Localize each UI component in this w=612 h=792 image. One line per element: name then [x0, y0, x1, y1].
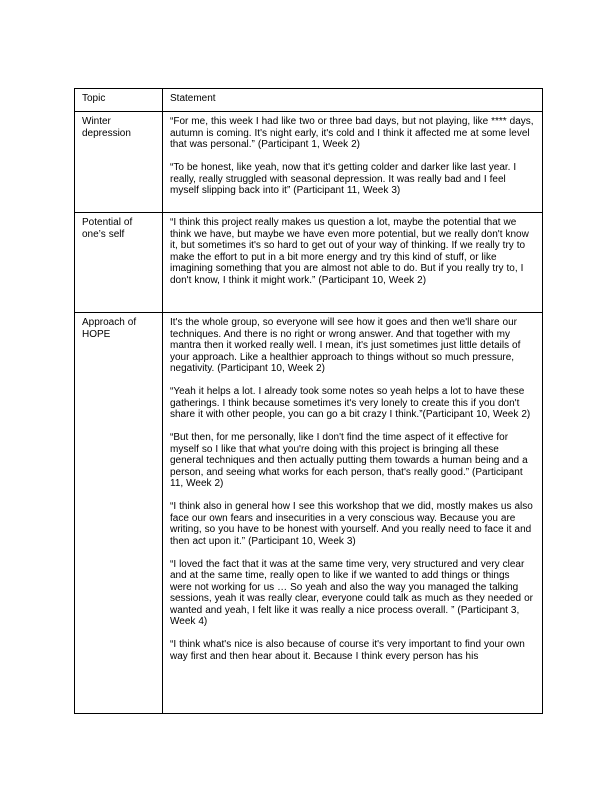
statement-paragraph: “I think also in general how I see this workshop that we did, mostly makes us also face our own fears and insecurities in a very conscious way. Because you are writing, so you have to be honest with yourself. And you really need to face it and then act upon it.” (Participant 10, Week 3): [170, 501, 533, 547]
statement-paragraph: “I think this project really makes us question a lot, maybe the potential that we think we have, but maybe we have even more potential, but we really don't know it, but sometimes it's so hard to get out of your way of thinking. If we really try to make the effort to put in a bit more energy and try this kind of stuff, or like imagining something that you are almost not able to do. But if you really try to, I don't know, I think it might work.” (Participant 10, Week 2): [170, 217, 529, 286]
topic-cell: Potential of one’s self: [75, 213, 163, 313]
table-row-potential-of-ones-self: [75, 213, 543, 313]
table-row-winter-depression: [75, 112, 543, 213]
statement-paragraph: “For me, this week I had like two or three bad days, but not playing, like **** days, autumn is coming. It's night early, it's cold and I think it affected me at some level that was personal.” (Participant 1, Week 2): [170, 116, 534, 150]
table-header-row: [75, 89, 543, 112]
column-header-statement: Statement: [163, 89, 543, 112]
statement-paragraph: “I loved the fact that it was at the same time very, very structured and very clear and at the same time, really open to like if we wanted to add things or things were not working for us … So yeah and also the way you managed the talking sessions, yeah it was really clear, everyone could talk as much as they needed or wanted and yeah, I felt like it was really a nice process overall. ” (Participant 3, Week 4): [170, 558, 533, 627]
statement-paragraph: “Yeah it helps a lot. I already took some notes so yeah helps a lot to have these gatherings. I think because sometimes it's very lonely to create this if you don't share it with other people, you can go a bit crazy I think.”(Participant 10, Week 2): [170, 386, 531, 420]
topic-cell: Approach of HOPE: [75, 313, 163, 714]
statement-cell: [163, 112, 543, 213]
topic-statement-table: [74, 88, 543, 714]
statement-paragraph: “To be honest, like yeah, now that it's getting colder and darker like last year. I really, really struggled with seasonal depression. It was really bad and I feel myself slipping back into it” (Participant 11, Week 3): [170, 162, 517, 196]
statement-cell: [163, 213, 543, 313]
topic-cell: Winter depression: [75, 112, 163, 213]
column-header-topic: Topic: [75, 89, 163, 112]
statement-paragraph: “I think what's nice is also because of course it's very important to find your own way first and then hear about it. Because I think every person has his: [170, 639, 525, 662]
statement-paragraph: “But then, for me personally, like I don't find the time aspect of it effective for myself so I like that what you're doing with this project is bringing all these general techniques and then actually putting them towards a human being and a person, and seeing what works for each person, that's really good.” (Participant 11, Week 2): [170, 432, 528, 489]
statement-paragraph: It's the whole group, so everyone will see how it goes and then we'll share our techniques. And there is no right or wrong answer. And that together with my mantra then it worked really well. I mean, it's just sometimes just little details of your approach. Like a healthier approach to things without so much pressure, negativity. (Participant 10, Week 2): [170, 317, 521, 374]
statement-cell: [163, 313, 543, 714]
table-row-approach-of-hope: [75, 313, 543, 714]
